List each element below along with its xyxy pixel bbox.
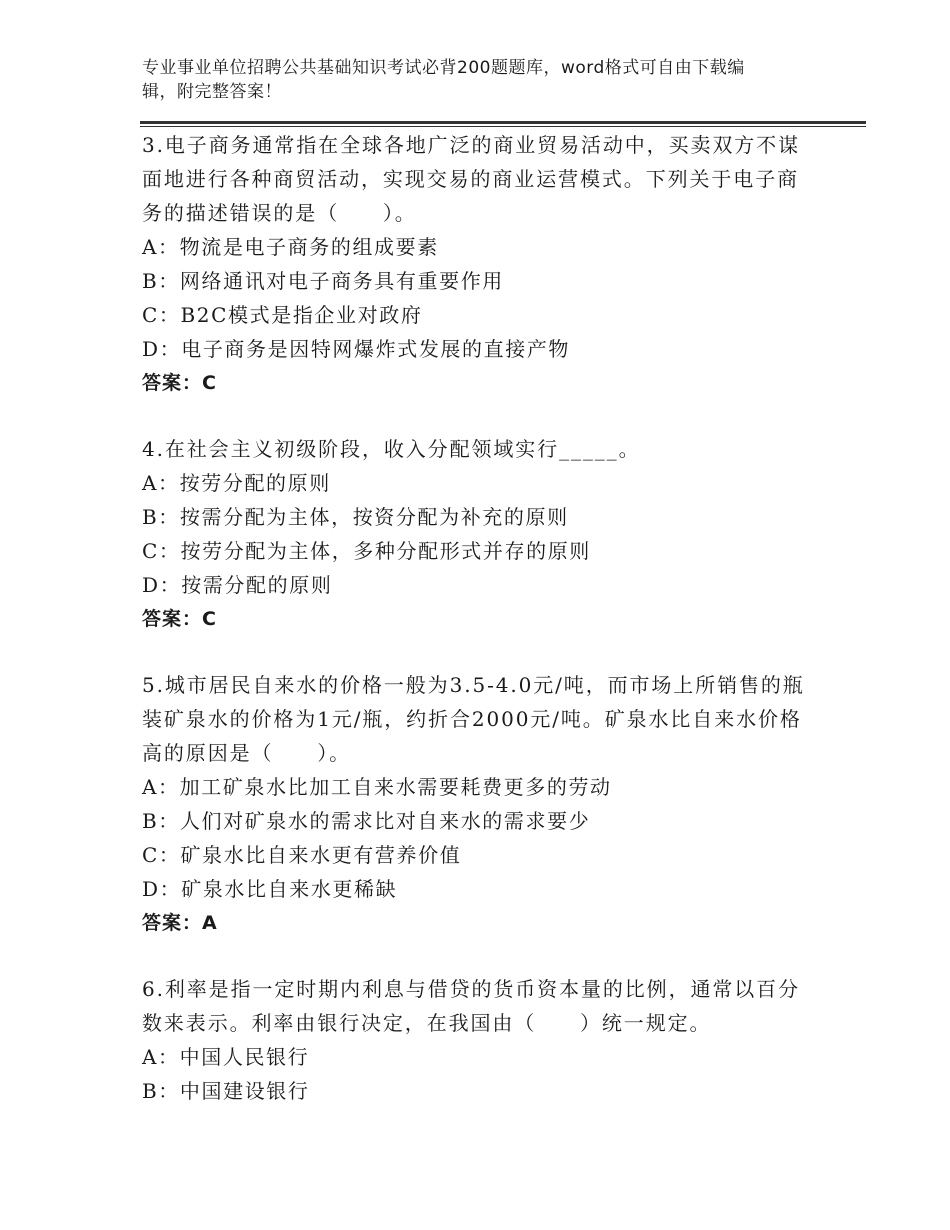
question-stem-line: 高的原因是（ ）。 bbox=[142, 741, 351, 765]
question-stem bbox=[142, 432, 822, 466]
question-stem-line: 装矿泉水的价格为1元/瓶，约折合2000元/吨。矿泉水比自来水价格 bbox=[142, 707, 802, 731]
option-a: A：按劳分配的原则 bbox=[142, 471, 331, 495]
header-divider-thin bbox=[140, 126, 866, 127]
option-c: C：矿泉水比自来水更有营养价值 bbox=[142, 843, 462, 867]
header-line-1: 专业事业单位招聘公共基础知识考试必背200题题库，word格式可自由下载编 bbox=[142, 58, 745, 78]
question-stem-line: 4.在社会主义初级阶段，收入分配领域实行_____。 bbox=[142, 437, 641, 461]
question-6 bbox=[142, 972, 822, 1108]
question-stem-line: 5.城市居民自来水的价格一般为3.5-4.0元/吨，而市场上所销售的瓶 bbox=[142, 673, 805, 697]
question-stem-line: 6.利率是指一定时期内利息与借贷的货币资本量的比例，通常以百分 bbox=[142, 977, 800, 1001]
option-a: A：加工矿泉水比加工自来水需要耗费更多的劳动 bbox=[142, 775, 612, 799]
option-d: D：矿泉水比自来水更稀缺 bbox=[142, 877, 398, 901]
question-list bbox=[142, 128, 822, 1140]
option-a: A：物流是电子商务的组成要素 bbox=[142, 235, 439, 259]
question-stem-line: 面地进行各种商贸活动，实现交易的商业运营模式。下列关于电子商 bbox=[142, 167, 799, 191]
question-stem-line: 务的描述错误的是（ ）。 bbox=[142, 201, 417, 225]
question-4 bbox=[142, 432, 822, 636]
option-d: D：按需分配的原则 bbox=[142, 573, 333, 597]
option-a: A：中国人民银行 bbox=[142, 1045, 310, 1069]
header-divider-thick bbox=[140, 121, 866, 124]
answer-label: 答案：C bbox=[142, 372, 217, 394]
header-line-2: 辑，附完整答案！ bbox=[142, 82, 282, 102]
option-c: C：按劳分配为主体，多种分配形式并存的原则 bbox=[142, 539, 591, 563]
answer-label: 答案：C bbox=[142, 608, 217, 630]
option-c: C：B2C模式是指企业对政府 bbox=[142, 303, 423, 327]
answer-label: 答案：A bbox=[142, 912, 218, 934]
option-d: D：电子商务是因特网爆炸式发展的直接产物 bbox=[142, 337, 571, 361]
option-b: B：中国建设银行 bbox=[142, 1079, 310, 1103]
question-stem bbox=[142, 972, 822, 1040]
option-b: B：人们对矿泉水的需求比对自来水的需求要少 bbox=[142, 809, 591, 833]
question-stem-line: 数来表示。利率由银行决定，在我国由（ ）统一规定。 bbox=[142, 1011, 712, 1035]
question-stem bbox=[142, 668, 822, 770]
option-b: B：网络通讯对电子商务具有重要作用 bbox=[142, 269, 504, 293]
question-stem bbox=[142, 128, 822, 230]
option-b: B：按需分配为主体，按资分配为补充的原则 bbox=[142, 505, 569, 529]
page-header bbox=[142, 56, 792, 104]
question-3 bbox=[142, 128, 822, 400]
question-stem-line: 3.电子商务通常指在全球各地广泛的商业贸易活动中，买卖双方不谋 bbox=[142, 133, 800, 157]
question-5 bbox=[142, 668, 822, 940]
